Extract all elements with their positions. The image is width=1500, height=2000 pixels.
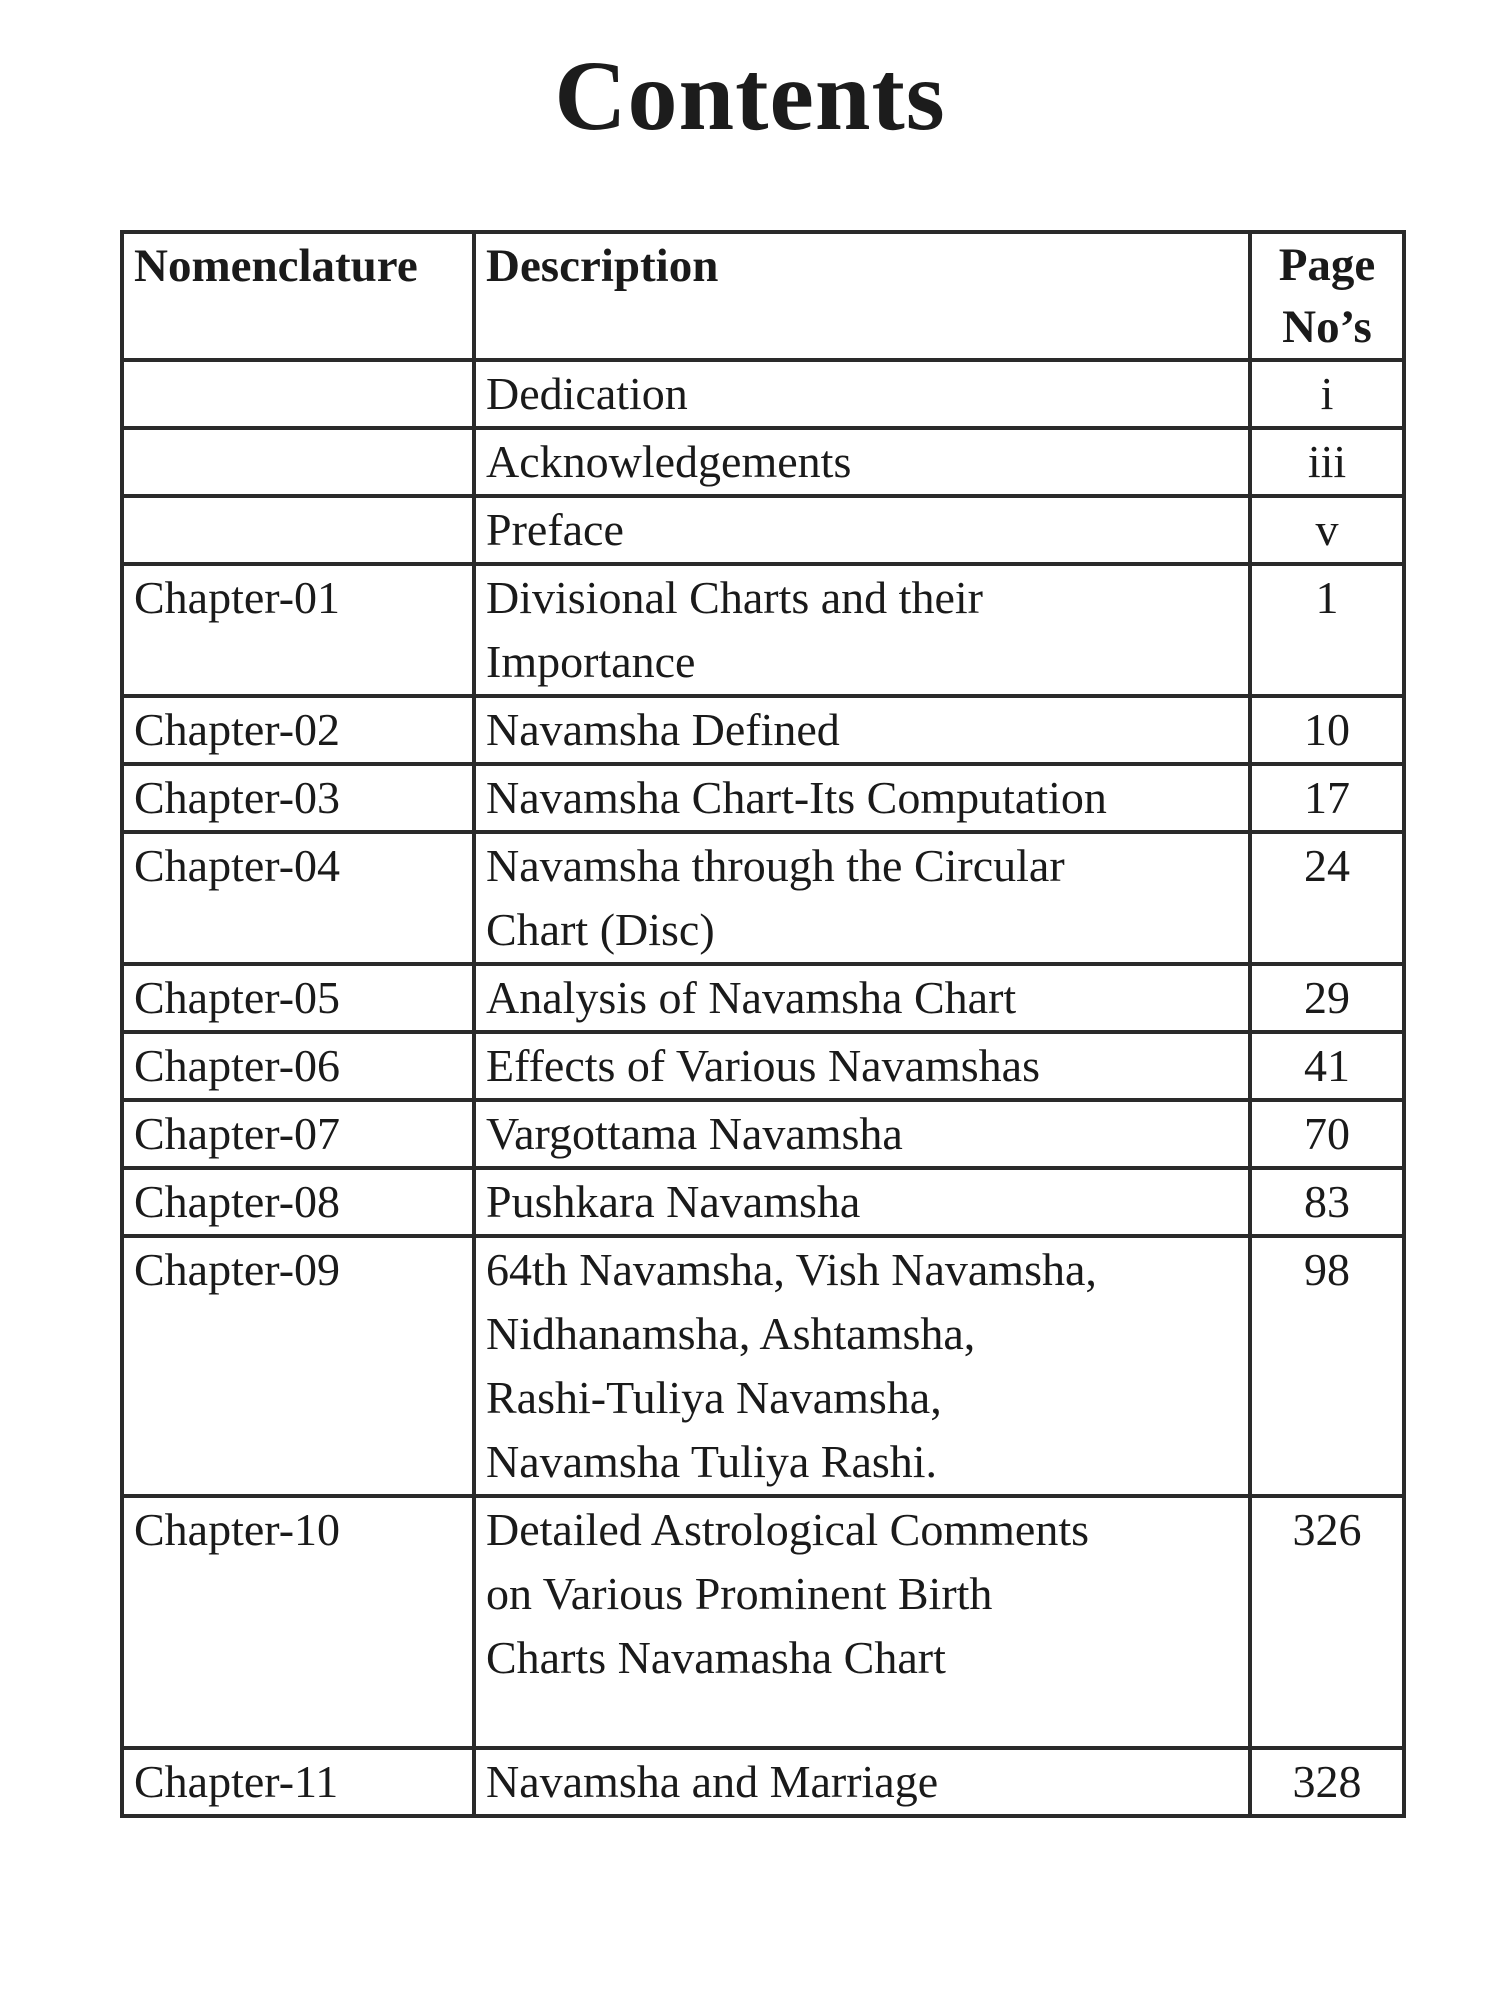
row-description: Detailed Astrological Comments on Various Prominent Birth Charts Navamasha Chart [474,1496,1250,1748]
header-description: Description [474,232,1250,360]
row-nomenclature: Chapter-09 [122,1236,474,1496]
table-row [122,428,1404,496]
row-nomenclature: Chapter-03 [122,764,474,832]
row-page: 83 [1250,1168,1404,1236]
row-description: Preface [474,496,1250,564]
row-nomenclature [122,496,474,564]
row-page: 1 [1250,564,1404,696]
row-description: Navamsha Defined [474,696,1250,764]
row-description: Divisional Charts and their Importance [474,564,1250,696]
row-page: iii [1250,428,1404,496]
row-page: v [1250,496,1404,564]
row-nomenclature [122,428,474,496]
row-page: 10 [1250,696,1404,764]
table-row [122,1496,1404,1748]
header-page-numbers: Page No’s [1250,232,1404,360]
table-row [122,1748,1404,1816]
row-page: 41 [1250,1032,1404,1100]
row-nomenclature: Chapter-05 [122,964,474,1032]
table-row [122,764,1404,832]
row-page: 328 [1250,1748,1404,1816]
row-description: Navamsha and Marriage [474,1748,1250,1816]
row-nomenclature: Chapter-02 [122,696,474,764]
row-nomenclature: Chapter-04 [122,832,474,964]
row-page: 326 [1250,1496,1404,1748]
table-row [122,1100,1404,1168]
row-nomenclature: Chapter-07 [122,1100,474,1168]
table-row [122,1168,1404,1236]
table-row [122,1236,1404,1496]
row-description: Acknowledgements [474,428,1250,496]
table-row [122,832,1404,964]
row-page: 24 [1250,832,1404,964]
table-header-row [122,232,1404,360]
table-row [122,496,1404,564]
row-nomenclature: Chapter-08 [122,1168,474,1236]
row-page: 98 [1250,1236,1404,1496]
row-description: Navamsha through the Circular Chart (Disc) [474,832,1250,964]
row-description: Vargottama Navamsha [474,1100,1250,1168]
table-row [122,964,1404,1032]
row-description: 64th Navamsha, Vish Navamsha, Nidhanamsha, Ashtamsha, Rashi-Tuliya Navamsha, Navamsha Tuliya Rashi. [474,1236,1250,1496]
row-nomenclature: Chapter-11 [122,1748,474,1816]
row-description: Dedication [474,360,1250,428]
row-page: i [1250,360,1404,428]
row-description: Effects of Various Navamshas [474,1032,1250,1100]
row-description: Pushkara Navamsha [474,1168,1250,1236]
header-nomenclature: Nomenclature [122,232,474,360]
row-page: 29 [1250,964,1404,1032]
row-description: Navamsha Chart-Its Computation [474,764,1250,832]
row-nomenclature: Chapter-10 [122,1496,474,1748]
row-page: 17 [1250,764,1404,832]
row-nomenclature: Chapter-01 [122,564,474,696]
page-title: Contents [554,40,946,151]
table-row [122,1032,1404,1100]
table-row [122,564,1404,696]
row-nomenclature [122,360,474,428]
table-row [122,696,1404,764]
row-nomenclature: Chapter-06 [122,1032,474,1100]
row-page: 70 [1250,1100,1404,1168]
contents-table [120,230,1406,1818]
row-description: Analysis of Navamsha Chart [474,964,1250,1032]
table-row [122,360,1404,428]
